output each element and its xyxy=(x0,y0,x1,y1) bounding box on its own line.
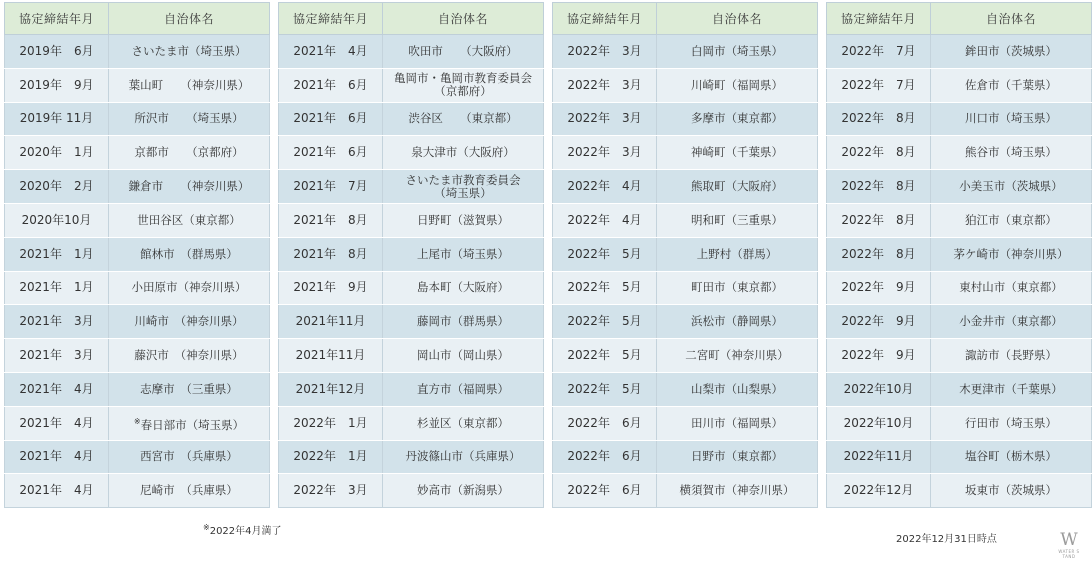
municipality-cell xyxy=(931,35,1092,69)
table-row xyxy=(553,35,818,69)
municipality-cell xyxy=(383,35,544,69)
table-row xyxy=(279,271,544,305)
municipality-cell xyxy=(931,406,1092,440)
agreement-date-cell: 2022年 3月 xyxy=(279,474,383,508)
header-agreement-date: 協定締結年月 xyxy=(827,3,931,35)
agreement-date-cell: 2022年10月 xyxy=(827,372,931,406)
municipality-name: 葉山町 （神奈川県） xyxy=(128,77,250,92)
table-row xyxy=(827,406,1092,440)
header-municipality: 自治体名 xyxy=(931,3,1092,35)
municipality-cell xyxy=(383,203,544,237)
table-row xyxy=(553,102,818,136)
footnote xyxy=(203,522,282,537)
municipality-cell xyxy=(931,372,1092,406)
table-row xyxy=(5,35,270,69)
municipality-name: 川崎市 （神奈川県） xyxy=(134,314,244,329)
municipality-name: 渋谷区 （東京都） xyxy=(408,111,518,126)
municipality-cell xyxy=(109,271,270,305)
table-row xyxy=(827,440,1092,474)
agreement-date-cell: 2022年10月 xyxy=(827,406,931,440)
municipality-cell xyxy=(109,406,270,440)
table-row xyxy=(5,474,270,508)
municipality-name: 藤岡市（群馬県） xyxy=(417,314,509,329)
agreement-date-cell: 2021年11月 xyxy=(279,305,383,339)
table-row xyxy=(5,102,270,136)
table-row xyxy=(5,440,270,474)
municipality-name: 西宮市 （兵庫県） xyxy=(140,449,238,464)
agreement-date-cell: 2022年 9月 xyxy=(827,339,931,373)
agreement-date-cell: 2022年 3月 xyxy=(553,35,657,69)
municipality-cell xyxy=(657,474,818,508)
municipality-name: 杉並区（東京都） xyxy=(417,415,509,430)
municipality-cell xyxy=(657,170,818,204)
municipality-cell xyxy=(383,170,544,204)
table-row xyxy=(827,339,1092,373)
municipality-name: 白岡市（埼玉県） xyxy=(691,43,783,58)
header-municipality: 自治体名 xyxy=(109,3,270,35)
municipality-name: 泉大津市（大阪府） xyxy=(411,145,515,160)
header-municipality: 自治体名 xyxy=(657,3,818,35)
municipality-cell xyxy=(109,474,270,508)
municipality-name: 川崎町（福岡県） xyxy=(691,77,783,92)
municipality-name: 所沢市 （埼玉県） xyxy=(134,111,244,126)
water-stand-logo xyxy=(1057,531,1081,565)
municipality-cell xyxy=(109,339,270,373)
agreement-date-cell: 2021年 6月 xyxy=(279,136,383,170)
table-row xyxy=(5,237,270,271)
table-row xyxy=(5,372,270,406)
municipality-cell xyxy=(383,406,544,440)
municipality-cell xyxy=(109,136,270,170)
agreement-date-cell: 2022年 8月 xyxy=(827,203,931,237)
agreement-date-cell: 2019年 9月 xyxy=(5,68,109,102)
agreement-date-cell: 2022年 1月 xyxy=(279,440,383,474)
table-header-row xyxy=(5,3,270,35)
municipality-cell xyxy=(657,35,818,69)
agreement-date-cell: 2022年 9月 xyxy=(827,305,931,339)
agreement-date-cell: 2022年 8月 xyxy=(827,237,931,271)
municipality-name: 茅ケ崎市（神奈川県） xyxy=(953,246,1069,261)
municipality-cell xyxy=(109,170,270,204)
table-row xyxy=(279,474,544,508)
municipality-cell xyxy=(109,68,270,102)
municipality-name: 坂東市（茨城県） xyxy=(965,483,1057,498)
municipality-cell xyxy=(657,305,818,339)
municipality-name: 行田市（埼玉県） xyxy=(965,415,1057,430)
municipality-name: 明和町（三重県） xyxy=(691,212,783,227)
table-header-row xyxy=(279,3,544,35)
agreement-table xyxy=(826,2,1092,508)
municipality-cell xyxy=(109,237,270,271)
municipality-name: 春日部市（埼玉県） xyxy=(140,417,245,432)
table-row xyxy=(5,68,270,102)
header-agreement-date: 協定締結年月 xyxy=(5,3,109,35)
municipality-name: 小田原市（神奈川県） xyxy=(131,280,247,295)
municipality-name: 狛江市（東京都） xyxy=(965,212,1057,227)
municipality-name: 館林市 （群馬県） xyxy=(140,246,238,261)
agreement-date-cell: 2022年 3月 xyxy=(553,68,657,102)
table-row xyxy=(553,339,818,373)
agreement-date-cell: 2022年 7月 xyxy=(827,35,931,69)
municipality-cell xyxy=(931,305,1092,339)
municipality-name: 小金井市（東京都） xyxy=(959,314,1063,329)
municipality-name: 京都市 （京都府） xyxy=(134,145,244,160)
agreement-date-cell: 2022年 5月 xyxy=(553,339,657,373)
municipality-name: 多摩市（東京都） xyxy=(691,111,783,126)
table-row xyxy=(279,440,544,474)
table-row xyxy=(279,406,544,440)
municipality-name: 塩谷町（栃木県） xyxy=(965,449,1057,464)
table-row xyxy=(827,237,1092,271)
municipality-cell xyxy=(383,305,544,339)
municipality-name: 上尾市（埼玉県） xyxy=(417,246,509,261)
municipality-name: さいたま市（埼玉県） xyxy=(131,43,247,58)
agreement-date-cell: 2021年 4月 xyxy=(5,406,109,440)
logo-letter: W xyxy=(1060,530,1078,550)
table-row xyxy=(553,68,818,102)
footnote-mark: ※ xyxy=(203,523,210,532)
header-agreement-date: 協定締結年月 xyxy=(279,3,383,35)
agreement-date-cell: 2020年10月 xyxy=(5,203,109,237)
municipality-name: 志摩市 （三重県） xyxy=(140,381,238,396)
table-row xyxy=(553,406,818,440)
municipality-cell xyxy=(931,170,1092,204)
municipality-cell xyxy=(657,339,818,373)
agreement-date-cell: 2020年 2月 xyxy=(5,170,109,204)
municipality-name: 山梨市（山梨県） xyxy=(691,381,783,396)
agreement-date-cell: 2021年 4月 xyxy=(5,474,109,508)
table-row xyxy=(279,372,544,406)
municipality-name: 島本町（大阪府） xyxy=(417,280,509,295)
municipality-cell xyxy=(657,406,818,440)
table-row xyxy=(827,474,1092,508)
agreement-date-cell: 2021年 3月 xyxy=(5,339,109,373)
table-row xyxy=(5,406,270,440)
table-row xyxy=(5,170,270,204)
table-row xyxy=(279,237,544,271)
municipality-name: 浜松市（静岡県） xyxy=(691,314,783,329)
municipality-name: 諏訪市（長野県） xyxy=(965,348,1057,363)
agreement-date-cell: 2022年 4月 xyxy=(553,203,657,237)
table-row xyxy=(827,271,1092,305)
municipality-cell xyxy=(931,136,1092,170)
table-row xyxy=(279,170,544,204)
municipality-name: 横須賀市（神奈川県） xyxy=(679,483,795,498)
agreement-date-cell: 2022年 6月 xyxy=(553,474,657,508)
municipality-name: 佐倉市（千葉県） xyxy=(965,77,1057,92)
municipality-name: さいたま市教育委員会 （埼玉県） xyxy=(405,172,521,200)
agreement-date-cell: 2022年 3月 xyxy=(553,136,657,170)
agreement-date-cell: 2020年 1月 xyxy=(5,136,109,170)
municipality-name: 妙高市（新潟県） xyxy=(417,483,509,498)
table-row xyxy=(553,136,818,170)
municipality-cell xyxy=(657,440,818,474)
as-of-date: 2022年12月31日時点 xyxy=(896,534,997,545)
table-row xyxy=(827,305,1092,339)
footnote-text: 2022年4月満了 xyxy=(209,526,282,537)
municipality-name: 神崎町（千葉県） xyxy=(691,145,783,160)
municipality-name: 世田谷区（東京都） xyxy=(137,212,241,227)
table-row xyxy=(827,203,1092,237)
agreement-date-cell: 2021年 3月 xyxy=(5,305,109,339)
municipality-cell xyxy=(383,102,544,136)
municipality-cell xyxy=(383,372,544,406)
municipality-cell xyxy=(657,372,818,406)
agreement-date-cell: 2022年 1月 xyxy=(279,406,383,440)
agreement-table xyxy=(278,2,544,508)
agreement-date-cell: 2021年 7月 xyxy=(279,170,383,204)
municipality-name: 二宮町（神奈川県） xyxy=(685,348,789,363)
agreement-date-cell: 2021年 6月 xyxy=(279,68,383,102)
municipality-name: 小美玉市（茨城県） xyxy=(959,179,1063,194)
agreement-date-cell: 2022年11月 xyxy=(827,440,931,474)
municipality-cell xyxy=(931,237,1092,271)
logo-text: WATER STAND xyxy=(1058,549,1080,559)
header-municipality: 自治体名 xyxy=(383,3,544,35)
municipality-name: 藤沢市 （神奈川県） xyxy=(134,348,244,363)
municipality-name: 丹波篠山市（兵庫県） xyxy=(405,449,521,464)
municipality-cell xyxy=(931,203,1092,237)
municipality-name: 直方市（福岡県） xyxy=(417,381,509,396)
agreement-date-cell: 2022年 5月 xyxy=(553,271,657,305)
table-row xyxy=(5,339,270,373)
municipality-cell xyxy=(383,136,544,170)
municipality-cell xyxy=(383,339,544,373)
municipality-name: 鎌倉市 （神奈川県） xyxy=(128,179,250,194)
agreement-date-cell: 2021年 4月 xyxy=(279,35,383,69)
municipality-name: 田川市（福岡県） xyxy=(691,415,783,430)
municipality-cell xyxy=(109,102,270,136)
table-row xyxy=(279,102,544,136)
municipality-cell xyxy=(657,136,818,170)
agreement-date-cell: 2021年 6月 xyxy=(279,102,383,136)
municipality-cell xyxy=(383,237,544,271)
municipality-cell xyxy=(109,305,270,339)
table-row xyxy=(827,170,1092,204)
municipality-name: 尼崎市 （兵庫県） xyxy=(140,483,238,498)
municipality-cell xyxy=(931,339,1092,373)
municipality-name: 岡山市（岡山県） xyxy=(417,348,509,363)
municipality-cell xyxy=(931,68,1092,102)
municipality-cell xyxy=(109,440,270,474)
agreement-date-cell: 2022年 5月 xyxy=(553,237,657,271)
table-row xyxy=(553,440,818,474)
agreement-date-cell: 2021年 4月 xyxy=(5,440,109,474)
agreement-date-cell: 2019年 6月 xyxy=(5,35,109,69)
table-row xyxy=(279,305,544,339)
table-row xyxy=(553,237,818,271)
table-row xyxy=(827,102,1092,136)
municipality-name: 日野市（東京都） xyxy=(691,449,783,464)
agreement-date-cell: 2022年 8月 xyxy=(827,102,931,136)
table-row xyxy=(553,474,818,508)
table-row xyxy=(279,35,544,69)
municipality-name: 木更津市（千葉県） xyxy=(959,381,1063,396)
table-row xyxy=(827,372,1092,406)
agreement-date-cell: 2022年 3月 xyxy=(553,102,657,136)
municipality-name: 上野村（群馬） xyxy=(696,246,778,261)
agreement-date-cell: 2021年 9月 xyxy=(279,271,383,305)
municipality-cell xyxy=(383,474,544,508)
municipality-name: 熊取町（大阪府） xyxy=(691,179,783,194)
municipality-cell xyxy=(657,102,818,136)
municipality-name: 鉾田市（茨城県） xyxy=(965,43,1057,58)
table-header-row xyxy=(827,3,1092,35)
agreement-date-cell: 2022年 8月 xyxy=(827,170,931,204)
table-row xyxy=(553,170,818,204)
table-row xyxy=(279,203,544,237)
table-row xyxy=(827,136,1092,170)
municipality-cell xyxy=(383,271,544,305)
municipality-name: 熊谷市（埼玉県） xyxy=(965,145,1057,160)
municipality-cell xyxy=(931,271,1092,305)
municipality-cell xyxy=(383,440,544,474)
agreement-date-cell: 2022年 7月 xyxy=(827,68,931,102)
municipality-name: 亀岡市・亀岡市教育委員会 （京都府） xyxy=(394,71,532,99)
municipality-cell xyxy=(931,102,1092,136)
agreement-table xyxy=(552,2,818,508)
municipality-cell xyxy=(109,35,270,69)
agreement-date-cell: 2022年 6月 xyxy=(553,440,657,474)
table-row xyxy=(5,271,270,305)
table-row xyxy=(827,68,1092,102)
agreement-date-cell: 2022年 4月 xyxy=(553,170,657,204)
municipality-name: 川口市（埼玉県） xyxy=(965,111,1057,126)
table-row xyxy=(553,271,818,305)
agreement-date-cell: 2021年12月 xyxy=(279,372,383,406)
municipality-cell xyxy=(657,68,818,102)
note-mark: ※ xyxy=(133,416,141,426)
municipality-cell xyxy=(109,203,270,237)
municipality-cell xyxy=(657,203,818,237)
municipality-cell xyxy=(657,237,818,271)
municipality-cell xyxy=(931,440,1092,474)
agreement-date-cell: 2021年 1月 xyxy=(5,271,109,305)
municipality-name: 日野町（滋賀県） xyxy=(417,212,509,227)
agreement-date-cell: 2022年12月 xyxy=(827,474,931,508)
municipality-cell xyxy=(657,271,818,305)
header-agreement-date: 協定締結年月 xyxy=(553,3,657,35)
agreement-tables xyxy=(4,2,1092,508)
table-row xyxy=(5,203,270,237)
municipality-cell xyxy=(109,372,270,406)
agreement-date-cell: 2021年 1月 xyxy=(5,237,109,271)
table-row xyxy=(279,339,544,373)
table-row xyxy=(5,136,270,170)
agreement-date-cell: 2021年11月 xyxy=(279,339,383,373)
table-row xyxy=(279,68,544,102)
table-row xyxy=(553,305,818,339)
agreement-date-cell: 2022年 9月 xyxy=(827,271,931,305)
agreement-table xyxy=(4,2,270,508)
agreement-date-cell: 2021年 4月 xyxy=(5,372,109,406)
table-row xyxy=(827,35,1092,69)
municipality-name: 町田市（東京都） xyxy=(691,280,783,295)
municipality-cell xyxy=(931,474,1092,508)
agreement-date-cell: 2019年 11月 xyxy=(5,102,109,136)
table-row xyxy=(5,305,270,339)
municipality-name: 東村山市（東京都） xyxy=(959,280,1063,295)
municipality-name: 吹田市 （大阪府） xyxy=(408,43,518,58)
table-header-row xyxy=(553,3,818,35)
agreement-date-cell: 2022年 8月 xyxy=(827,136,931,170)
agreement-date-cell: 2021年 8月 xyxy=(279,237,383,271)
table-row xyxy=(553,372,818,406)
agreement-date-cell: 2022年 5月 xyxy=(553,372,657,406)
agreement-date-cell: 2021年 8月 xyxy=(279,203,383,237)
table-row xyxy=(279,136,544,170)
agreement-date-cell: 2022年 6月 xyxy=(553,406,657,440)
agreement-date-cell: 2022年 5月 xyxy=(553,305,657,339)
table-row xyxy=(553,203,818,237)
municipality-cell xyxy=(383,68,544,102)
